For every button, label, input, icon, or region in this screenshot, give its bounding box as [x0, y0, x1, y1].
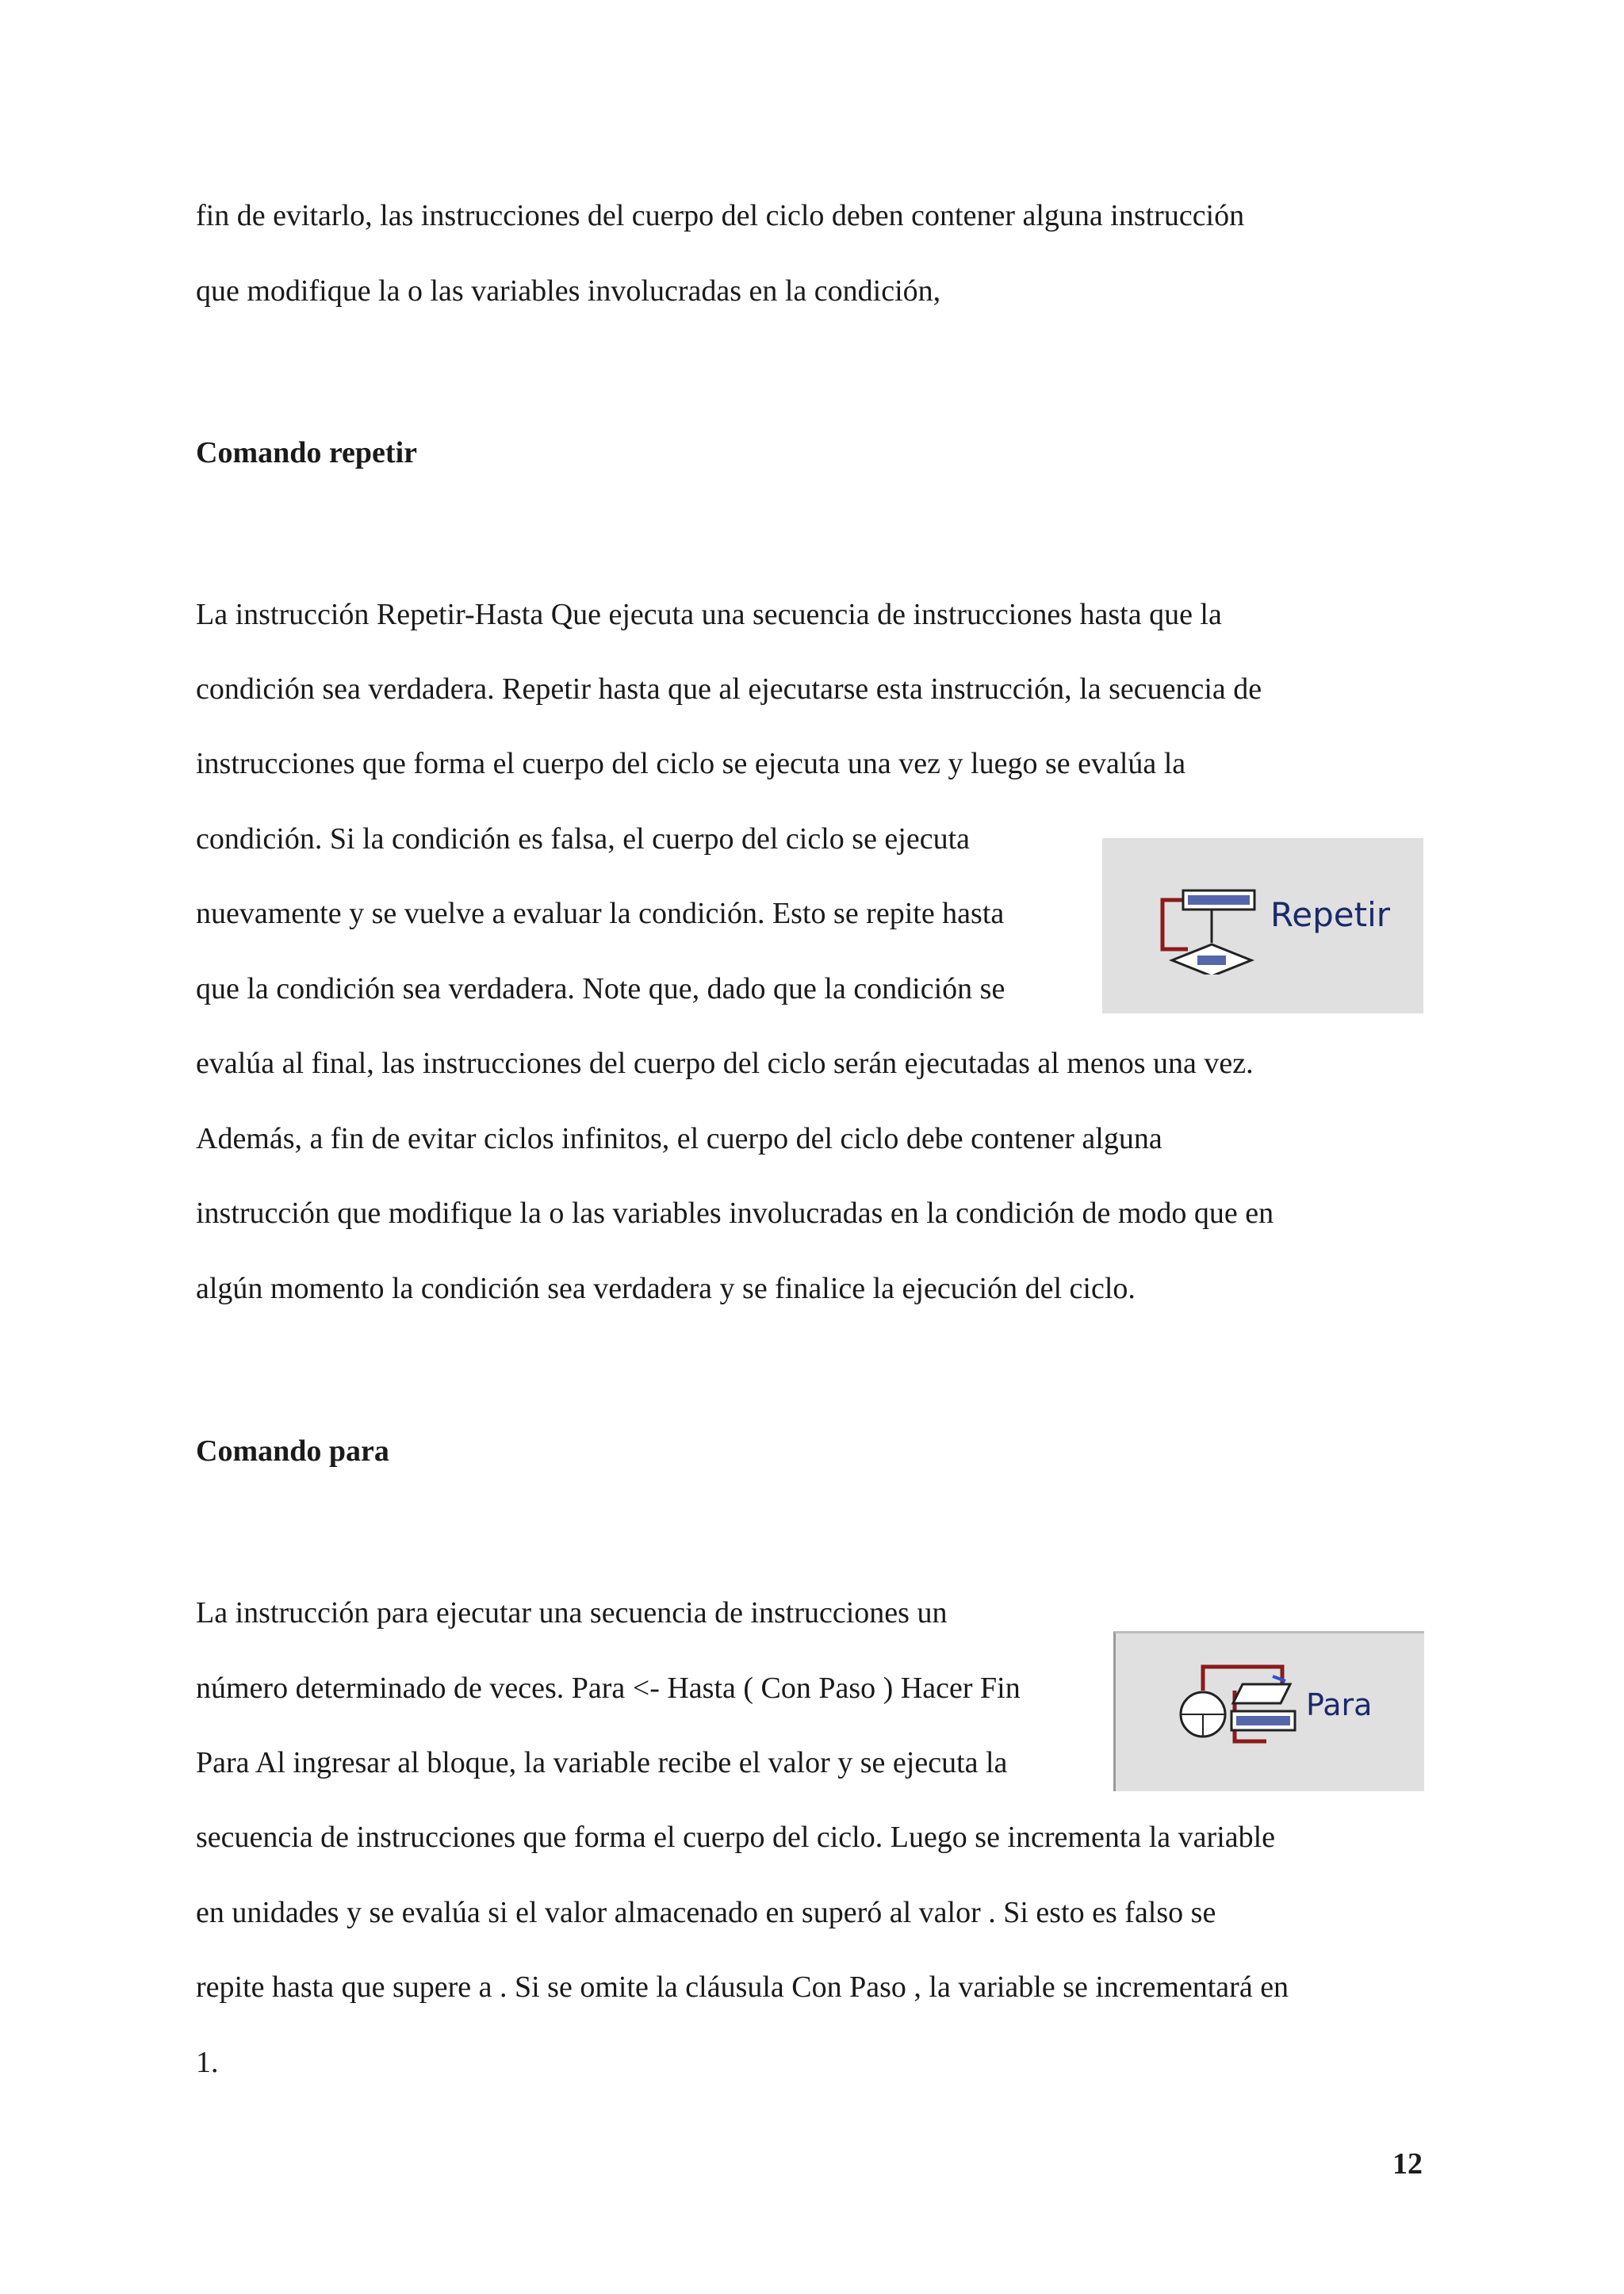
repetir-figure	[1102, 838, 1423, 1013]
paragraph-line: nuevamente y se vuelve a evaluar la condición. Esto se repite hasta	[196, 897, 1005, 930]
paragraph-line: La instrucción Repetir-Hasta Que ejecuta una secuencia de instrucciones hasta que la	[196, 598, 1222, 631]
paragraph-line: Además, a fin de evitar ciclos infinitos, el cuerpo del ciclo debe contener alguna	[196, 1122, 1162, 1155]
paragraph-line: número determinado de veces. Para <- Hasta ( Con Paso ) Hacer Fin	[196, 1672, 1021, 1705]
paragraph-line: fin de evitarlo, las instrucciones del cuerpo del ciclo deben contener alguna instrucción	[196, 199, 1245, 232]
paragraph-line: La instrucción para ejecutar una secuencia de instrucciones un	[196, 1596, 948, 1630]
paragraph-line: repite hasta que supere a . Si se omite la cláusula Con Paso , la variable se incrementará en	[196, 1970, 1289, 2004]
paragraph-line: Para Al ingresar al bloque, la variable recibe el valor y se ejecuta la	[196, 1746, 1008, 1779]
paragraph-line: evalúa al final, las instrucciones del cuerpo del ciclo serán ejecutadas al menos una vez.	[196, 1047, 1254, 1080]
paragraph-line: condición. Si la condición es falsa, el cuerpo del ciclo se ejecuta	[196, 822, 971, 856]
paragraph-line: secuencia de instrucciones que forma el cuerpo del ciclo. Luego se incrementa la variable	[196, 1821, 1276, 1854]
paragraph-line: 1.	[196, 2046, 219, 2079]
repetir-figure-label: Repetir	[1270, 895, 1391, 934]
section-heading-para: Comando para	[196, 1434, 389, 1468]
page-number: 12	[1392, 2147, 1423, 2181]
paragraph-line: condición sea verdadera. Repetir hasta que al ejecutarse esta instrucción, la secuencia de	[196, 672, 1262, 706]
paragraph-line: instrucciones que forma el cuerpo del ciclo se ejecuta una vez y luego se evalúa la	[196, 747, 1186, 780]
para-figure-label: Para	[1306, 1687, 1373, 1722]
section-heading-repetir: Comando repetir	[196, 436, 417, 469]
paragraph-line: instrucción que modifique la o las variables involucradas en la condición de modo que en	[196, 1197, 1274, 1230]
paragraph-line: que modifique la o las variables involucradas en la condición,	[196, 274, 941, 308]
paragraph-line: que la condición sea verdadera. Note que, dado que la condición se	[196, 972, 1005, 1005]
para-figure	[1113, 1631, 1424, 1791]
repetir-flowchart-icon	[1156, 871, 1259, 975]
para-flowchart-icon	[1179, 1659, 1298, 1754]
paragraph-line: en unidades y se evalúa si el valor almacenado en superó al valor . Si esto es falso se	[196, 1896, 1216, 1929]
paragraph-line: algún momento la condición sea verdadera y se finalice la ejecución del ciclo.	[196, 1272, 1136, 1305]
